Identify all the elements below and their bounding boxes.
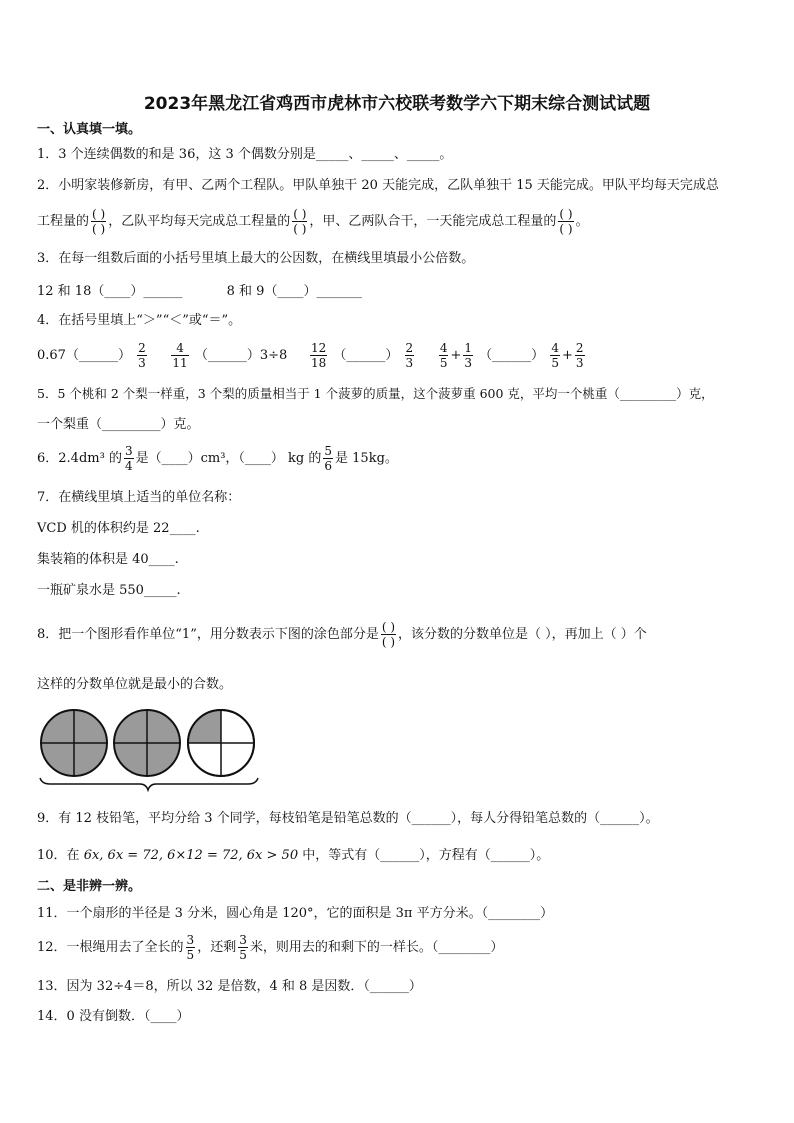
q6-part-2: 是（____）cm³，（____） kg 的 bbox=[135, 451, 322, 466]
q12-part-2: ，还剩 bbox=[197, 940, 237, 955]
question-4: 4．在括号里填上“＞”“＜”或“＝”。 bbox=[37, 313, 242, 328]
section-2-heading: 二、是非辨一辨。 bbox=[37, 879, 142, 894]
q3-item-2: 8 和 9（____）_______ bbox=[226, 284, 362, 299]
question-4-items bbox=[37, 340, 587, 372]
question-8-line-2: 这样的分数单位就是最小的合数。 bbox=[37, 677, 233, 692]
page-title: 2023年黑龙江省鸡西市虎林市六校联考数学六下期末综合测试试题 bbox=[143, 94, 651, 114]
fraction-4-5: $\frac{4}{5}$ bbox=[439, 341, 448, 370]
question-6 bbox=[37, 443, 398, 475]
question-5-line-1: 5．5 个桃和 2 个梨一样重，3 个梨的质量相当于 1 个菠萝的质量，这个菠萝重 600 克，平均一个桃重（_________）克， bbox=[37, 386, 714, 401]
question-8-line-1 bbox=[37, 617, 647, 653]
question-2-line-2 bbox=[37, 207, 589, 236]
question-10 bbox=[37, 847, 549, 865]
q2-blank-fraction-3[interactable]: $\frac{( )}{( )}$ bbox=[559, 207, 573, 236]
plus-sign: + bbox=[450, 348, 462, 363]
fraction-3-5-b: $\frac{3}{5}$ bbox=[239, 933, 247, 962]
brace bbox=[40, 778, 258, 790]
q8-blank-fraction[interactable]: $\frac{( )}{( )}$ bbox=[381, 620, 396, 649]
q3-item-1: 12 和 18（____）______ bbox=[37, 284, 183, 299]
circle-3 bbox=[188, 710, 254, 776]
fraction-3-4: $\frac{3}{4}$ bbox=[124, 444, 133, 473]
question-5-line-2: 一个梨重（_________）克。 bbox=[37, 417, 200, 432]
q4-part-2: （______）3÷8 bbox=[194, 348, 288, 363]
q4-part-1: 0.67（______） bbox=[37, 348, 131, 363]
q12-part-1: 12．一根绳用去了全长的 bbox=[37, 940, 184, 955]
fraction-1-3: $\frac{1}{3}$ bbox=[464, 341, 473, 370]
q8-part-2: ，该分数的分数单位是（ ），再加上（ ）个 bbox=[398, 627, 647, 642]
question-7-a: VCD 机的体积约是 22____. bbox=[37, 521, 200, 536]
question-12 bbox=[37, 932, 503, 964]
question-3: 3．在每一组数后面的小括号里填上最大的公因数，在横线里填最小公倍数。 bbox=[37, 251, 475, 266]
question-7: 7．在横线里填上适当的单位名称： bbox=[37, 490, 241, 505]
fraction-12-18: $\frac{12}{18}$ bbox=[310, 341, 327, 370]
q10-part-1: 10．在 bbox=[37, 848, 80, 863]
fraction-4-5-b: $\frac{4}{5}$ bbox=[551, 341, 559, 370]
q2-text-a: 工程量的 bbox=[37, 214, 90, 229]
question-9: 9．有 12 枝铅笔，平均分给 3 个同学，每枝铅笔是铅笔总数的（______），每人分得铅笔总数的（______）。 bbox=[37, 811, 659, 826]
fraction-3-5: $\frac{3}{5}$ bbox=[186, 933, 195, 962]
section-1-heading: 一、认真填一填。 bbox=[37, 122, 142, 137]
q10-math: 6x, 6x = 72, 6×12 = 72, 6x > 50 bbox=[83, 848, 299, 863]
q8-part-1: 8．把一个图形看作单位“1”，用分数表示下图的涂色部分是 bbox=[37, 627, 379, 642]
q4-part-3: （______） bbox=[333, 348, 399, 363]
question-1: 1．3 个连续偶数的和是 36，这 3 个偶数分别是_____、_____、_____。 bbox=[37, 147, 453, 162]
question-3-items bbox=[37, 283, 362, 301]
question-7-c: 一瓶矿泉水是 550_____. bbox=[37, 583, 181, 598]
fraction-5-6: $\frac{5}{6}$ bbox=[324, 444, 333, 473]
question-13: 13．因为 32÷4＝8，所以 32 是倍数，4 和 8 是因数．（______） bbox=[37, 979, 422, 994]
fraction-2-3-c: $\frac{2}{3}$ bbox=[575, 341, 584, 370]
fraction-2-3-b: $\frac{2}{3}$ bbox=[405, 341, 414, 370]
q6-part-3: 是 15kg。 bbox=[335, 451, 398, 466]
q2-text-b: ，乙队平均每天完成总工程量的 bbox=[108, 214, 291, 229]
q6-part-1: 6．2.4dm³ 的 bbox=[37, 451, 122, 466]
q2-blank-fraction-2[interactable]: $\frac{( )}{( )}$ bbox=[293, 207, 307, 236]
q2-text-d: 。 bbox=[575, 214, 589, 229]
fraction-2-3: $\frac{2}{3}$ bbox=[138, 341, 146, 370]
q2-blank-fraction-1[interactable]: $\frac{( )}{( )}$ bbox=[92, 207, 106, 236]
q12-part-3: 米，则用去的和剩下的一样长。（________） bbox=[249, 940, 504, 955]
plus-sign-2: + bbox=[561, 348, 573, 363]
fraction-4-11: $\frac{4}{11}$ bbox=[172, 341, 188, 370]
fraction-circles-figure bbox=[36, 706, 266, 796]
q4-part-4: （______） bbox=[479, 348, 545, 363]
question-14: 14．0 没有倒数．（____） bbox=[37, 1009, 190, 1024]
circle-2 bbox=[114, 710, 180, 776]
question-2-line-1: 2．小明家装修新房，有甲、乙两个工程队。甲队单独干 20 天能完成，乙队单独干 15 天能完成。甲队平均每天完成总 bbox=[37, 178, 719, 193]
question-7-b: 集装箱的体积是 40____. bbox=[37, 552, 179, 567]
circle-1 bbox=[41, 710, 107, 776]
q10-part-2: 中，等式有（______），方程有（______）。 bbox=[302, 848, 550, 863]
question-11: 11．一个扇形的半径是 3 分米，圆心角是 120°，它的面积是 3π 平方分米。（________） bbox=[37, 906, 554, 921]
q2-text-c: ，甲、乙两队合干，一天能完成总工程量的 bbox=[309, 214, 557, 229]
